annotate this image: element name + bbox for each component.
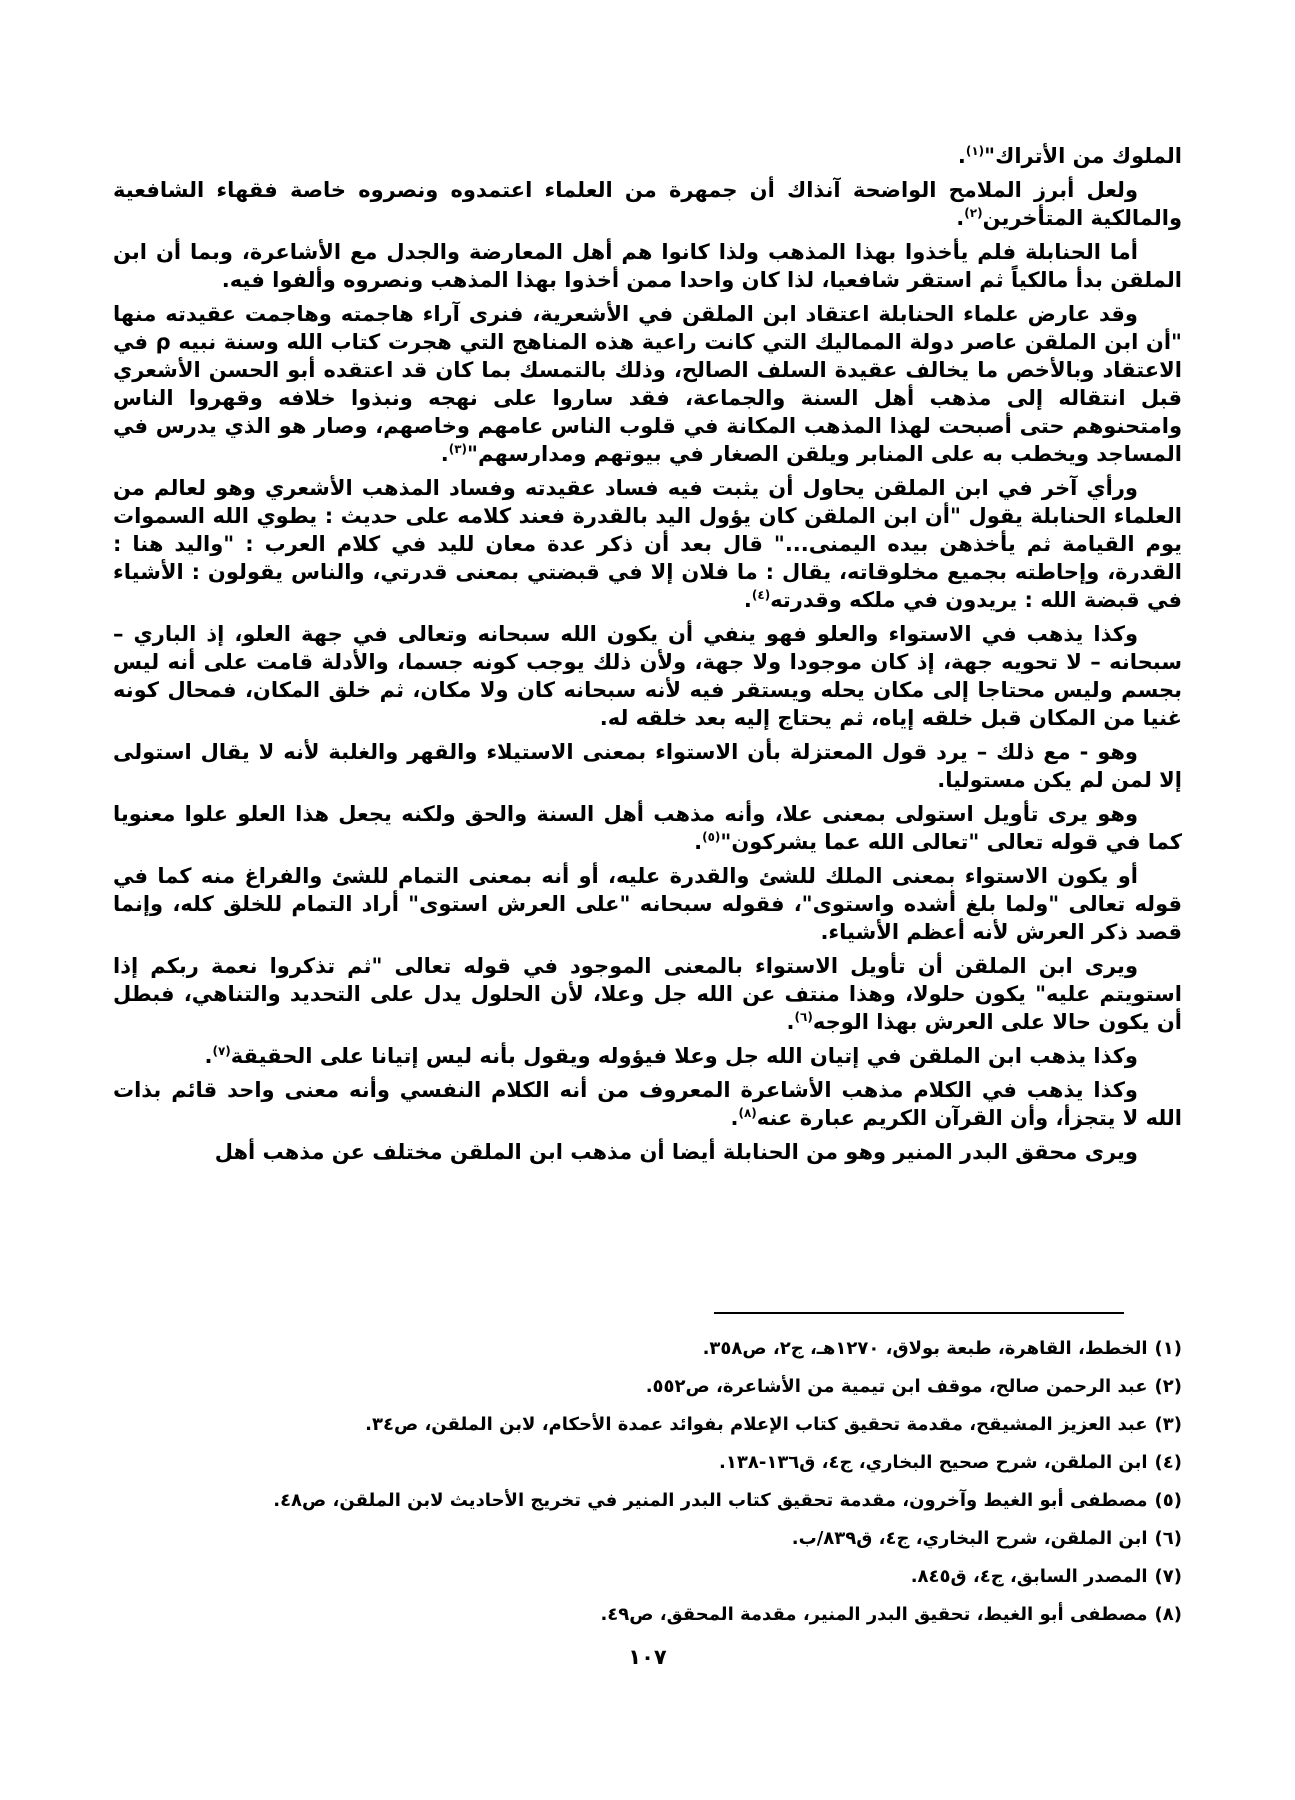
footnote xyxy=(113,1368,1182,1406)
body-paragraph xyxy=(113,142,1182,170)
body-paragraph xyxy=(113,952,1182,1036)
footnote xyxy=(113,1330,1182,1368)
footnote-ref: (٨) xyxy=(738,1106,757,1120)
paragraph-end: . xyxy=(743,588,752,612)
paragraph-end: . xyxy=(786,1010,795,1034)
paragraph-text: وكذا يذهب ابن الملقن في إتيان الله جل وعلا فيؤوله ويقول بأنه ليس إتيانا على الحقيقة xyxy=(230,1044,1138,1068)
paragraph-text: وكذا يذهب في الاستواء والعلو فهو ينفي أن يكون الله سبحانه وتعالى في جهة العلو، إذ الباري – سبحانه – لا تحويه جهة، إذ كان موجودا ولا جهة، ولأن ذلك يوجب كونه جسما، والأدلة قامت على أنه ليس بجسم وليس محتاجا إلى مكان يحله ويستقر فيه لأنه سبحانه كان ولا مكان، ثم خلق المكان، فمحال كونه غنيا من المكان قبل خلقه إياه، ثم يحتاج إليه بعد خلقه له. xyxy=(113,622,1182,730)
paragraph-text: ويرى ابن الملقن أن تأويل الاستواء بالمعنى الموجود في قوله تعالى "ثم تذكروا نعمة ربكم إذا استويتم عليه" يكون حلولا، وهذا منتف عن الله جل وعلا، لأن الحلول يدل على التحديد والتناهي، فبطل أن يكون حالا على العرش بهذا الوجه xyxy=(113,954,1182,1034)
footnote-number: (٨) xyxy=(1154,1604,1182,1625)
paragraph-end: . xyxy=(440,442,449,466)
footnote-number: (١) xyxy=(1154,1338,1182,1359)
footnote-number: (٥) xyxy=(1154,1490,1182,1511)
footnote xyxy=(113,1482,1182,1520)
footnote-ref: (٧) xyxy=(212,1044,231,1058)
body-paragraph xyxy=(113,300,1182,468)
footnote-text: المصدر السابق، ج٤، ق٨٤٥. xyxy=(910,1566,1148,1587)
body-paragraph xyxy=(113,620,1182,732)
paragraph-text: وكذا يذهب في الكلام مذهب الأشاعرة المعروف من أنه الكلام النفسي وأنه معنى واحد قائم بذات الله لا يتجزأ، وأن القرآن الكريم عبارة عنه xyxy=(113,1078,1182,1130)
paragraph-text: ويرى محقق البدر المنير وهو من الحنابلة أيضا أن مذهب ابن الملقن مختلف عن مذهب أهل xyxy=(214,1140,1138,1164)
footnote-ref: (١) xyxy=(965,144,985,158)
footnote-text: ابن الملقن، شرح البخاري، ج٤، ق٨٣٩/ب. xyxy=(791,1528,1148,1549)
paragraph-end: . xyxy=(956,206,965,230)
body-text-block xyxy=(113,142,1182,1172)
footnote-ref: (٦) xyxy=(794,1010,813,1024)
body-paragraph xyxy=(113,176,1182,232)
paragraph-end: . xyxy=(957,144,966,168)
footnote-number: (٣) xyxy=(1154,1414,1182,1435)
footnote-ref: (٤) xyxy=(751,588,771,602)
paragraph-text: الملوك من الأتراك" xyxy=(984,144,1182,168)
footnote-separator-rule xyxy=(714,1312,1124,1314)
body-paragraph xyxy=(113,1042,1182,1070)
footnote xyxy=(113,1596,1182,1634)
body-paragraph xyxy=(113,1076,1182,1132)
footnote-number: (٧) xyxy=(1154,1566,1182,1587)
footnote-text: الخطط، القاهرة، طبعة بولاق، ١٢٧٠هـ، ج٢، ص٣٥٨. xyxy=(702,1338,1148,1359)
footnote-text: مصطفى أبو الغيط، تحقيق البدر المنير، مقدمة المحقق، ص٤٩. xyxy=(600,1604,1148,1625)
footnote xyxy=(113,1520,1182,1558)
body-paragraph xyxy=(113,738,1182,794)
footnote-ref: (٣) xyxy=(448,442,468,456)
paragraph-text: وهو يرى تأويل استولى بمعنى علا، وأنه مذهب أهل السنة والحق ولكنه يجعل هذا العلو علوا معنويا كما في قوله تعالى "تعالى الله عما يشركون" xyxy=(113,802,1182,854)
footnote xyxy=(113,1558,1182,1596)
body-paragraph xyxy=(113,1138,1182,1166)
paragraph-end: . xyxy=(730,1106,739,1130)
footnote xyxy=(113,1444,1182,1482)
paragraph-text: ولعل أبرز الملامح الواضحة آنذاك أن جمهرة من العلماء اعتمدوه ونصروه خاصة فقهاء الشافعية والمالكية المتأخرين xyxy=(113,178,1182,230)
paragraph-text: وهو - مع ذلك – يرد قول المعتزلة بأن الاستواء بمعنى الاستيلاء والقهر والغلبة لأنه لا يقال استولى إلا لمن لم يكن مستوليا. xyxy=(113,740,1182,792)
body-paragraph xyxy=(113,238,1182,294)
body-paragraph xyxy=(113,862,1182,946)
footnote-number: (٦) xyxy=(1154,1528,1182,1549)
footnote-text: ابن الملقن، شرح صحيح البخاري، ج٤، ق١٣٦-١٣٨. xyxy=(719,1452,1148,1473)
paragraph-text: أما الحنابلة فلم يأخذوا بهذا المذهب ولذا كانوا هم أهل المعارضة والجدل مع الأشاعرة، وبما أن ابن الملقن بدأ مالكياً ثم استقر شافعيا، لذا كان واحدا ممن أخذوا بهذا المذهب ونصروه وألفوا فيه. xyxy=(113,240,1182,292)
footnote xyxy=(113,1406,1182,1444)
paragraph-end: . xyxy=(204,1044,213,1068)
footnote-ref: (٥) xyxy=(702,830,721,844)
footnote-text: مصطفى أبو الغيط وآخرون، مقدمة تحقيق كتاب البدر المنير في تخريج الأحاديث لابن الملقن، ص٤٨. xyxy=(273,1490,1148,1511)
paragraph-end: . xyxy=(694,830,703,854)
paragraph-text: أو يكون الاستواء بمعنى الملك للشئ والقدرة عليه، أو أنه بمعنى التمام للشئ والفراغ منه كما في قوله تعالى "ولما بلغ أشده واستوى"، فقوله سبحانه "على العرش استوى" أراد التمام للخلق كله، وإنما قصد ذكر العرش لأنه أعظم الأشياء. xyxy=(113,864,1182,944)
footnote-ref: (٢) xyxy=(964,206,983,220)
body-paragraph xyxy=(113,474,1182,614)
paragraph-text: وقد عارض علماء الحنابلة اعتقاد ابن الملقن في الأشعرية، فنرى آراء هاجمته وهاجمت عقيدته منها "أن ابن الملقن عاصر دولة المماليك التي كانت راعية هذه المناهج التي هجرت كتاب الله وسنة نبيه ρ في الاعتقاد وبالأخص ما يخالف عقيدة السلف الصالح، وذلك بالتمسك بما كان قد اعتقده أبو الحسن الأشعري قبل انتقاله إلى مذهب أهل السنة والجماعة، فقد ساروا على نهجه ونبذوا خلافه وقهروا الناس وامتحنوهم حتى أصبحت لهذا المذهب المكانة في قلوب الناس عامهم وخاصهم، وصار هو الذي يدرس في المساجد ويخطب به على المنابر ويلقن الصغار في بيوتهم ومدارسهم" xyxy=(113,302,1182,466)
body-paragraph xyxy=(113,800,1182,856)
footnote-number: (٤) xyxy=(1154,1452,1182,1473)
footnote-number: (٢) xyxy=(1154,1376,1182,1397)
footnotes-section xyxy=(113,1312,1182,1634)
page-number: ١٠٧ xyxy=(628,1645,667,1669)
footnote-text: عبد الرحمن صالح، موقف ابن تيمية من الأشاعرة، ص٥٥٢. xyxy=(645,1376,1148,1397)
paragraph-text: ورأي آخر في ابن الملقن يحاول أن يثبت فيه فساد عقيدته وفساد المذهب الأشعري وهو لعالم من العلماء الحنابلة يقول "أن ابن الملقن كان يؤول اليد بالقدرة فعند كلامه على حديث : يطوي الله السموات يوم القيامة ثم يأخذهن بيده اليمنى..." قال بعد أن ذكر عدة معان لليد في كلام العرب : "واليد هنا : القدرة، وإحاطته بجميع مخلوقاته، يقال : ما فلان إلا في قبضتي بمعنى قدرتي، والناس يقولون : الأشياء في قبضة الله : يريدون في ملكه وقدرته xyxy=(113,476,1182,612)
footnote-text: عبد العزيز المشيقح، مقدمة تحقيق كتاب الإعلام بفوائد عمدة الأحكام، لابن الملقن، ص٣٤. xyxy=(365,1414,1148,1435)
